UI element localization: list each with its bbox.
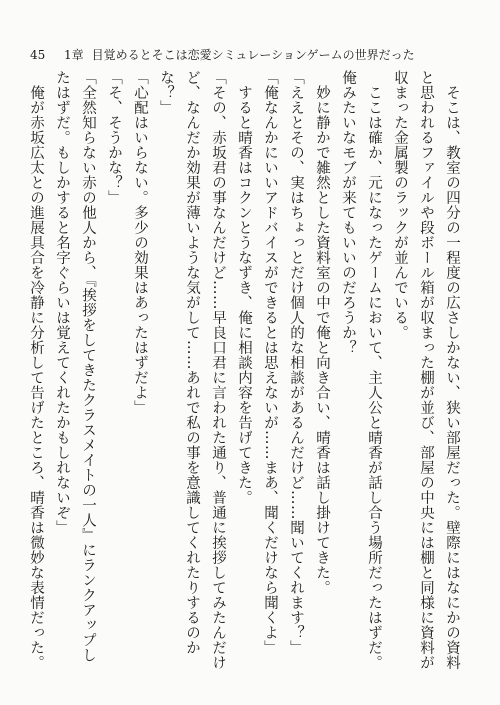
dialogue: 「そ、そうかな？」	[106, 70, 122, 205]
book-title: 目覚めるとそこは恋愛シミュレーションゲームの世界だった	[91, 48, 415, 62]
chapter-label: 1章	[64, 48, 84, 62]
page-number: 45	[30, 48, 46, 62]
paragraph: 俺が赤坂広太との進展具合を冷静に分析して告げたところ、晴香は微妙な表情だった。	[28, 84, 44, 670]
dialogue: 「心配はいらない。多少の効果はあったはずだよ」	[132, 70, 148, 415]
paragraph: 妙に静かで雑然とした資料室の中で俺と向き合い、晴香は話し掛けてきた。	[314, 84, 330, 595]
paragraph: そこは、教室の四分の一程度の広さしかない、狭い部屋だった。壁際にはなにかの資料と思われるファイルや段ボール箱が収まった棚が並び、部屋の中央には棚と同様に資料が収まった金属製のラックが並んでいる。	[392, 70, 460, 670]
dialogue: 「その、赤坂君の事なんだけど……早良口君に言われた通り、普通に挨拶してみたんだけど、なんだか効果が薄いような気がして……あれで私の事を意識してくれたりするのかな？」	[158, 70, 226, 670]
dialogue: 「全然知らない赤の他人から、『挨拶をしてきたクラスメイトの一人』にランクアップしたはずだ。もしかすると名字ぐらいは覚えてくれたかもしれないぞ」	[54, 70, 96, 663]
paragraph: ここは確か、元になったゲームにおいて、主人公と晴香が話し合う場所だったはずだ。俺みたいなモブが来てもいいのだろうか？	[340, 70, 382, 670]
running-header	[30, 46, 415, 63]
body-text	[29, 70, 465, 670]
dialogue: 「ええとその、実はちょっとだけ個人的な相談があるんだけど……聞いてくれます？」	[288, 70, 304, 655]
paragraph: すると晴香はコクンとうなずき、俺に相談内容を告げてきた。	[236, 84, 252, 505]
dialogue: 「俺なんかにいいアドバイスができるとは思えないが……まあ、聞くだけなら聞くよ」	[262, 70, 278, 655]
